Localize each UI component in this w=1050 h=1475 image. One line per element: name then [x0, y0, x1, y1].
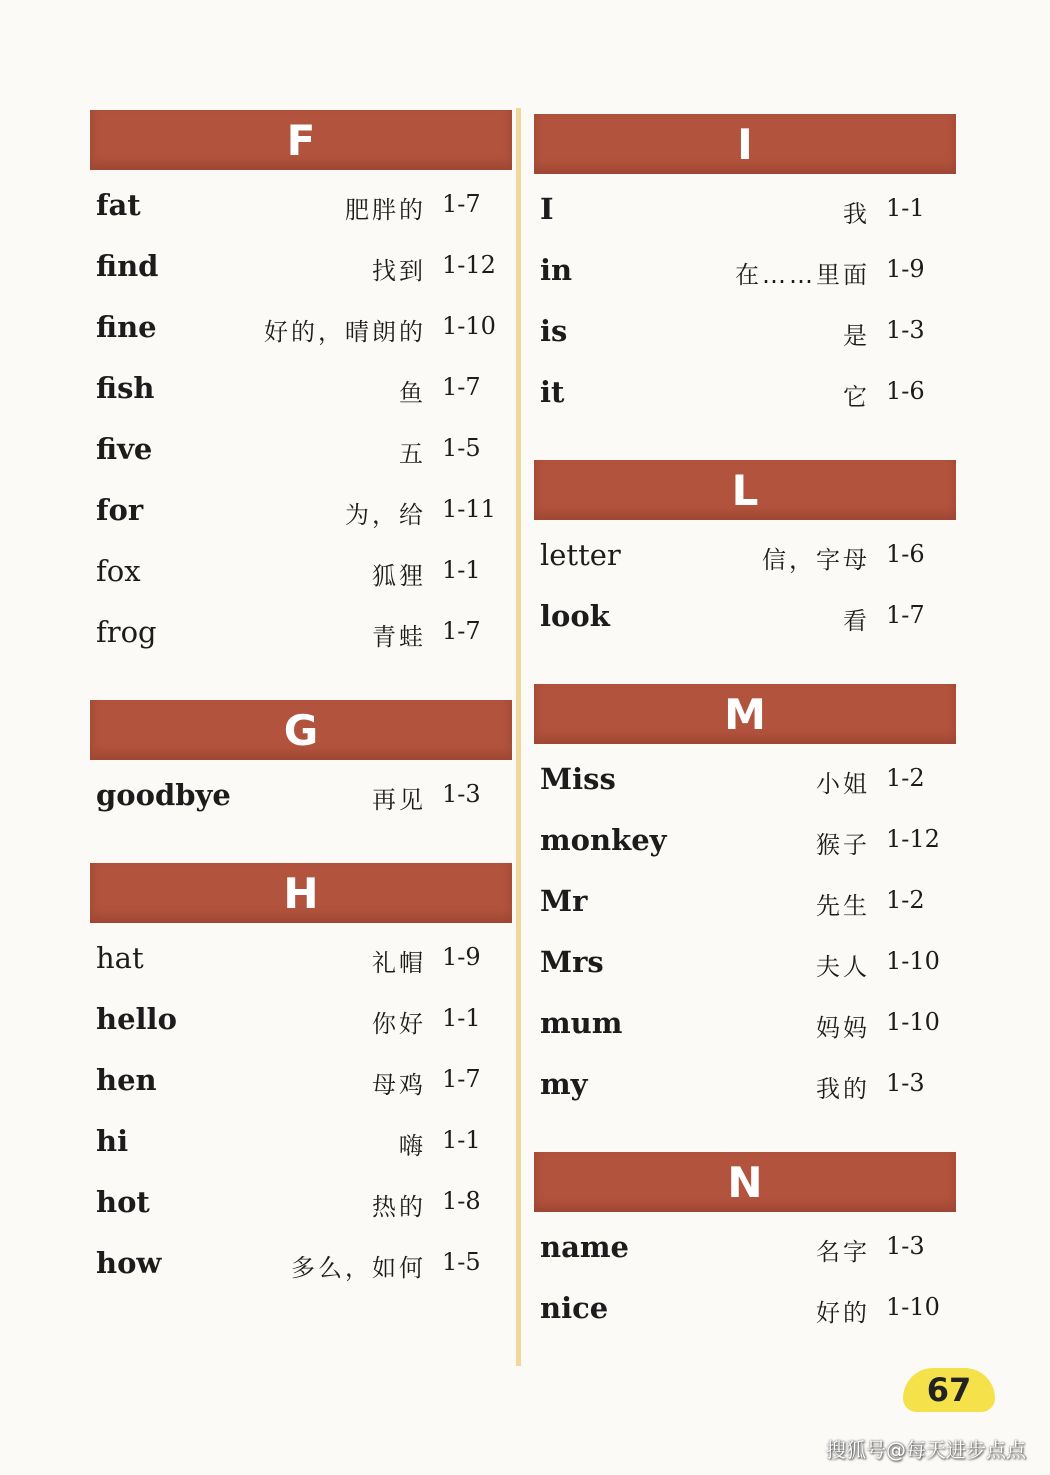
vocab-entry [90, 1240, 512, 1301]
left-column [90, 110, 512, 1331]
entry-meaning: 我 [843, 200, 870, 228]
vocab-entry [90, 1118, 512, 1179]
entry-word: for [96, 493, 144, 527]
entry-meaning: 礼帽 [372, 949, 426, 977]
entry-meaning: 小姐 [816, 770, 870, 798]
entry-meaning: 热的 [372, 1193, 426, 1221]
entry-word: hello [96, 1002, 177, 1036]
vocab-entry [90, 1179, 512, 1240]
entry-word: hi [96, 1124, 129, 1158]
entry-list [90, 170, 512, 670]
banner-letter: H [283, 868, 319, 918]
entry-meaning: 嗨 [399, 1132, 426, 1160]
entry-meaning: 妈妈 [816, 1014, 870, 1042]
entry-unit-ref: 1-11 [442, 495, 496, 523]
entry-word: fat [96, 188, 141, 222]
vocab-entry [534, 308, 956, 369]
entry-word: five [96, 432, 153, 466]
entry-word: Miss [540, 762, 616, 796]
vocab-entry [90, 243, 512, 304]
entry-unit-ref: 1-5 [442, 434, 481, 462]
entry-meaning: 它 [843, 383, 870, 411]
entry-word: fox [96, 554, 141, 588]
entry-meaning: 夫人 [816, 953, 870, 981]
entry-list [534, 520, 956, 654]
vocab-entry [534, 817, 956, 878]
entry-unit-ref: 1-6 [886, 377, 925, 405]
entry-word: nice [540, 1291, 609, 1325]
entry-unit-ref: 1-10 [886, 1008, 940, 1036]
entry-word: name [540, 1230, 630, 1264]
entry-unit-ref: 1-7 [442, 190, 481, 218]
entry-word: fine [96, 310, 157, 344]
section-h [90, 863, 512, 1301]
entry-unit-ref: 1-5 [442, 1248, 481, 1276]
entry-meaning: 好的，晴朗的 [264, 318, 426, 346]
entry-unit-ref: 1-9 [442, 943, 481, 971]
entry-meaning: 再见 [372, 786, 426, 814]
right-column [534, 114, 956, 1376]
entry-word: Mrs [540, 945, 604, 979]
entry-word: letter [540, 538, 621, 572]
entry-unit-ref: 1-10 [442, 312, 496, 340]
entry-list [534, 1212, 956, 1346]
section-m [534, 684, 956, 1122]
letter-banner [534, 114, 956, 174]
entry-meaning: 肥胖的 [345, 196, 426, 224]
vocab-entry [534, 247, 956, 308]
entry-unit-ref: 1-7 [442, 373, 481, 401]
vocab-entry [90, 935, 512, 996]
column-divider [516, 108, 521, 1366]
vocab-entry [534, 1224, 956, 1285]
letter-banner [534, 460, 956, 520]
entry-unit-ref: 1-1 [442, 1126, 481, 1154]
entry-unit-ref: 1-10 [886, 947, 940, 975]
section-l [534, 460, 956, 654]
entry-unit-ref: 1-3 [886, 1069, 925, 1097]
entry-unit-ref: 1-12 [442, 251, 496, 279]
vocab-entry [90, 304, 512, 365]
entry-word: hot [96, 1185, 150, 1219]
vocab-entry [90, 772, 512, 833]
entry-meaning: 在……里面 [735, 261, 870, 289]
vocab-entry [534, 532, 956, 593]
entry-meaning: 先生 [816, 892, 870, 920]
vocab-entry [90, 365, 512, 426]
banner-letter: L [731, 465, 759, 515]
banner-letter: G [283, 705, 319, 755]
vocab-entry [534, 593, 956, 654]
vocab-entry [90, 426, 512, 487]
entry-meaning: 猴子 [816, 831, 870, 859]
vocab-entry [534, 1000, 956, 1061]
entry-unit-ref: 1-1 [886, 194, 925, 222]
entry-meaning: 多么，如何 [291, 1254, 426, 1282]
entry-meaning: 看 [843, 607, 870, 635]
entry-word: in [540, 253, 573, 287]
entry-list [534, 744, 956, 1122]
entry-meaning: 找到 [372, 257, 426, 285]
entry-word: mum [540, 1006, 623, 1040]
entry-word: Mr [540, 884, 588, 918]
entry-word: goodbye [96, 778, 231, 812]
page-number-badge [903, 1368, 995, 1412]
entry-word: my [540, 1067, 588, 1101]
vocab-entry [534, 878, 956, 939]
vocab-entry [90, 182, 512, 243]
vocab-entry [90, 487, 512, 548]
letter-banner [534, 1152, 956, 1212]
entry-word: fish [96, 371, 155, 405]
section-i [534, 114, 956, 430]
entry-meaning: 是 [843, 322, 870, 350]
vocab-entry [534, 939, 956, 1000]
entry-list [90, 923, 512, 1301]
entry-unit-ref: 1-9 [886, 255, 925, 283]
vocab-entry [534, 1061, 956, 1122]
vocab-entry [90, 548, 512, 609]
entry-word: monkey [540, 823, 667, 857]
vocab-entry [534, 1285, 956, 1346]
entry-unit-ref: 1-7 [442, 1065, 481, 1093]
section-f [90, 110, 512, 670]
entry-unit-ref: 1-1 [442, 1004, 481, 1032]
entry-word: hat [96, 941, 144, 975]
entry-word: is [540, 314, 568, 348]
entry-meaning: 鱼 [399, 379, 426, 407]
entry-unit-ref: 1-2 [886, 886, 925, 914]
entry-list [90, 760, 512, 833]
letter-banner [90, 700, 512, 760]
vocab-entry [90, 609, 512, 670]
entry-meaning: 狐狸 [372, 562, 426, 590]
entry-meaning: 母鸡 [372, 1071, 426, 1099]
entry-unit-ref: 1-7 [886, 601, 925, 629]
entry-unit-ref: 1-8 [442, 1187, 481, 1215]
entry-unit-ref: 1-1 [442, 556, 481, 584]
vocab-entry [534, 186, 956, 247]
entry-word: I [540, 192, 554, 226]
entry-word: how [96, 1246, 162, 1280]
entry-meaning: 你好 [372, 1010, 426, 1038]
entry-meaning: 为，给 [345, 501, 426, 529]
entry-meaning: 好的 [816, 1299, 870, 1327]
entry-unit-ref: 1-3 [442, 780, 481, 808]
banner-letter: F [286, 115, 316, 165]
entry-list [534, 174, 956, 430]
entry-word: frog [96, 615, 157, 649]
entry-meaning: 五 [399, 440, 426, 468]
vocab-entry [90, 996, 512, 1057]
letter-banner [90, 863, 512, 923]
page-number: 67 [926, 1371, 972, 1409]
entry-unit-ref: 1-12 [886, 825, 940, 853]
entry-unit-ref: 1-3 [886, 316, 925, 344]
entry-unit-ref: 1-10 [886, 1293, 940, 1321]
section-g [90, 700, 512, 833]
entry-unit-ref: 1-7 [442, 617, 481, 645]
letter-banner [90, 110, 512, 170]
banner-letter: I [737, 119, 753, 169]
entry-unit-ref: 1-3 [886, 1232, 925, 1260]
watermark: 搜狐号@每天进步点点 [826, 1438, 1026, 1462]
vocab-entry [90, 1057, 512, 1118]
entry-word: hen [96, 1063, 157, 1097]
entry-word: it [540, 375, 565, 409]
vocab-entry [534, 756, 956, 817]
entry-meaning: 我的 [816, 1075, 870, 1103]
vocab-entry [534, 369, 956, 430]
section-n [534, 1152, 956, 1346]
entry-meaning: 信，字母 [762, 546, 870, 574]
banner-letter: N [727, 1157, 763, 1207]
banner-letter: M [724, 689, 766, 739]
entry-word: look [540, 599, 610, 633]
entry-meaning: 名字 [816, 1238, 870, 1266]
entry-word: find [96, 249, 159, 283]
entry-unit-ref: 1-6 [886, 540, 925, 568]
entry-unit-ref: 1-2 [886, 764, 925, 792]
letter-banner [534, 684, 956, 744]
entry-meaning: 青蛙 [372, 623, 426, 651]
